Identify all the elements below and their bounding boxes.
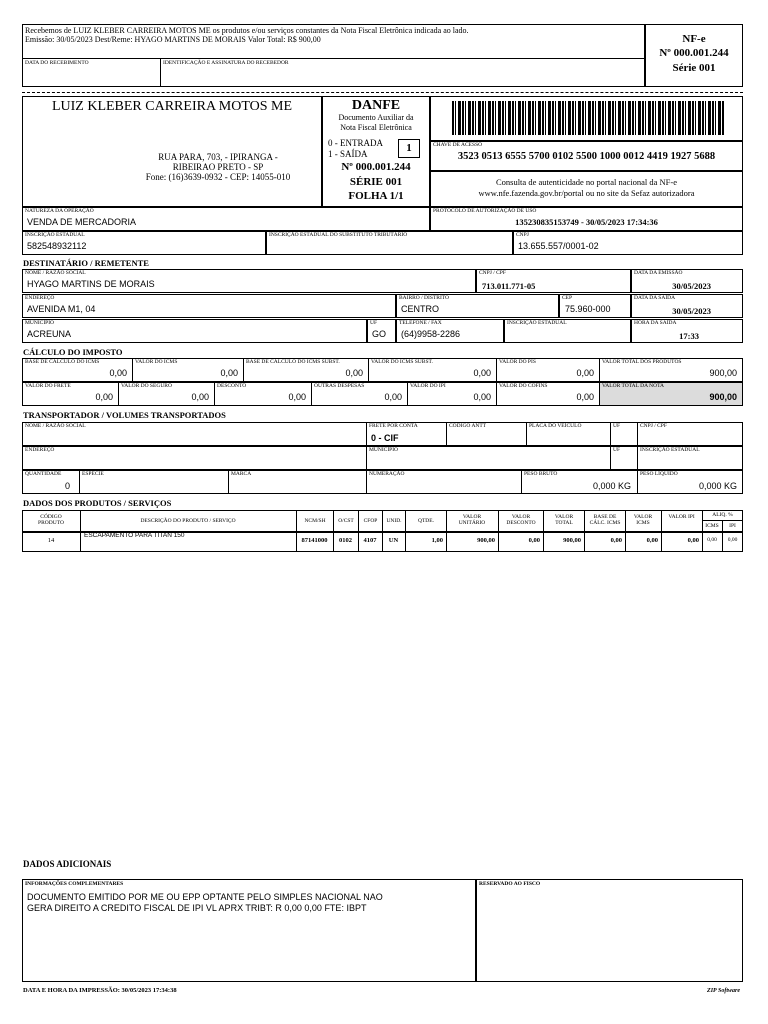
note-total-label: VALOR TOTAL DA NOTA — [602, 383, 665, 389]
brand-label: MARCA — [231, 471, 252, 477]
print-timestamp: DATA E HORA DA IMPRESSÃO: 30/05/2023 17:34:38 — [23, 987, 177, 994]
software-credit: ZIP Software — [707, 988, 740, 994]
net-weight-label: PESO LÍQUIDO — [640, 471, 678, 477]
recipient-name: HYAGO MARTINS DE MORAIS — [27, 279, 155, 289]
insurance-value: 0,00 — [191, 392, 209, 402]
cofins-value: 0,00 — [576, 392, 594, 402]
receipt-date-label: DATA DO RECEBIMENTO — [25, 60, 89, 66]
row-ipi: 0,00 — [687, 537, 699, 544]
danfe-sheet: FOLHA 1/1 — [348, 190, 404, 202]
row-icms: 0,00 — [646, 537, 658, 544]
bc-icms-label: BASE DE CÁLCULO DO ICMS — [25, 359, 100, 365]
issuer-phone: Fone: (16)3639-0932 - CEP: 14055-010 — [145, 172, 291, 182]
carrier-name-label: NOME / RAZÃO SOCIAL — [25, 423, 86, 429]
icms-st-label: VALOR DO ICMS SUBST. — [371, 359, 433, 365]
emission-label: DATA DA EMISSÃO — [634, 270, 683, 276]
danfe-series: SÉRIE 001 — [349, 176, 403, 188]
receipt-sign-label: IDENTIFICAÇÃO E ASSINATURA DO RECEBEDOR — [163, 60, 289, 66]
icms-st-value: 0,00 — [473, 368, 491, 378]
icms-value: 0,00 — [220, 368, 238, 378]
cofins-label: VALOR DO COFINS — [499, 383, 548, 389]
issuer-address-1: RUA PARA, 703, - IPIRANGA - — [158, 152, 278, 162]
th-code: CÓDIGO PRODUTO — [38, 514, 64, 527]
access-key-label: CHAVE DE ACESSO — [433, 142, 483, 148]
th-icms: VALOR ICMS — [633, 514, 653, 527]
gross-weight-label: PESO BRUTO — [524, 471, 558, 477]
row-ncm: 87141000 — [301, 537, 328, 544]
row-aliq-icms: 0,00 — [707, 537, 717, 543]
th-cst: O/CST — [338, 518, 354, 524]
row-qty: 1,00 — [431, 537, 443, 544]
recipient-cpf: 713.011.771-05 — [482, 281, 536, 291]
nature-label: NATUREZA DA OPERAÇÃO — [25, 208, 94, 214]
recipient-cpf-label: CNPJ / CPF — [479, 270, 506, 276]
nfe-title: NF-e — [682, 33, 706, 45]
th-aliq: ALIQ. % — [712, 512, 733, 518]
emission-value: 30/05/2023 — [672, 281, 711, 291]
ipi-value: 0,00 — [473, 392, 491, 402]
district-value: CENTRO — [401, 304, 439, 314]
row-discount: 0,00 — [528, 537, 540, 544]
tax-section-title: CÁLCULO DO IMPOSTO — [23, 347, 123, 357]
bc-st-label: BASE DE CÁLCULO DO ICMS SUBST. — [246, 359, 340, 365]
danfe-type-value: 1 — [406, 142, 412, 154]
carrier-ie-label: INSCRIÇÃO ESTADUAL — [640, 447, 700, 453]
issuer-name: LUIZ KLEBER CARREIRA MOTOS ME — [51, 99, 293, 114]
freight-label: VALOR DO FRETE — [25, 383, 71, 389]
insurance-label: VALOR DO SEGURO — [121, 383, 172, 389]
additional-info-line-2: GERA DIREITO A CREDITO FISCAL DE IPI VL APRX TRIBT: R 0,00 0,00 FTE: IBPT — [27, 903, 367, 913]
plate-label: PLACA DO VEÍCULO — [529, 423, 582, 429]
reserved-label: RESERVADO AO FISCO — [479, 881, 541, 887]
other-label: OUTRAS DESPESAS — [314, 383, 365, 389]
recipient-ie-label: INSCRIÇÃO ESTADUAL — [507, 320, 567, 326]
recipient-address: AVENIDA M1, 04 — [27, 304, 96, 314]
uf-label: UF — [370, 320, 378, 326]
th-ipi: VALOR IPI — [668, 514, 695, 520]
access-key: 3523 0513 6555 5700 0102 5500 1000 0012 4419 1927 5688 — [457, 151, 716, 162]
th-unit-value: VALOR UNITÁRIO — [458, 514, 486, 527]
consult-line-2: www.nfe.fazenda.gov.br/portal ou no site da Sefaz autorizadora — [478, 188, 695, 198]
th-aliq-icms: ICMS — [705, 523, 719, 529]
th-ncm: NCM/SH — [304, 518, 326, 524]
reserved-box — [476, 879, 743, 982]
carrier-cnpj-label: CNPJ / CPF — [640, 423, 667, 429]
additional-info-line-1: DOCUMENTO EMITIDO POR ME OU EPP OPTANTE PELO SIMPLES NACIONAL NAO — [27, 892, 383, 902]
recipient-section-title: DESTINATÁRIO / REMETENTE — [23, 258, 149, 268]
bc-st-value: 0,00 — [345, 368, 363, 378]
other-value: 0,00 — [384, 392, 402, 402]
uf-value: GO — [372, 329, 387, 339]
additional-section-title: DADOS ADICIONAIS — [23, 859, 112, 869]
carrier-city-label: MUNICÍPIO — [369, 447, 399, 453]
antt-label: CÓDIGO ANTT — [449, 423, 487, 429]
row-cst: 0102 — [339, 537, 352, 544]
protocol-label: PROTOCOLO DE AUTORIZAÇÃO DE USO — [433, 208, 537, 214]
carrier-address-label: ENDEREÇO — [25, 447, 55, 453]
products-total-label: VALOR TOTAL DOS PRODUTOS — [602, 359, 682, 365]
receipt-line-2: Emissão: 30/05/2023 Dest/Reme: HYAGO MARTINS DE MORAIS Valor Total: R$ 900,00 — [25, 35, 321, 44]
issuer-address-2: RIBEIRAO PRETO - SP — [172, 162, 264, 172]
quantity-label: QUANTIDADE — [25, 471, 62, 477]
cnpj-value: 13.655.557/0001-02 — [518, 241, 599, 251]
danfe-title: DANFE — [351, 98, 401, 113]
freight-value: 0,00 — [95, 392, 113, 402]
discount-value: 0,00 — [288, 392, 306, 402]
row-unit-value: 900,00 — [477, 537, 495, 544]
exit-time-value: 17:33 — [679, 331, 699, 341]
receipt-line-1: Recebemos de LUIZ KLEBER CARREIRA MOTOS ME os produtos e/ou serviços constantes da Nota Fiscal Eletrônica indicada ao lado. — [25, 26, 469, 35]
row-total: 900,00 — [563, 537, 581, 544]
row-bc-icms: 0,00 — [610, 537, 622, 544]
note-total-value: 900,00 — [709, 392, 737, 402]
nfe-series: Série 001 — [672, 62, 716, 74]
danfe-subtitle-2: Nota Fiscal Eletrônica — [340, 123, 412, 132]
recipient-address-label: ENDEREÇO — [25, 295, 55, 301]
pis-label: VALOR DO PIS — [499, 359, 536, 365]
ie-value: 582548932112 — [27, 241, 87, 251]
species-label: ESPÉCIE — [82, 471, 104, 477]
cut-line — [22, 92, 743, 93]
ie-st-label: INSCRIÇÃO ESTADUAL DO SUBSTITUTO TRIBUTÁRIO — [269, 232, 408, 238]
protocol-value: 135230835153749 - 30/05/2023 17:34:36 — [515, 217, 658, 227]
th-discount: VALOR DESCONTO — [506, 514, 536, 527]
th-unit: UNID. — [386, 518, 402, 524]
recipient-name-label: NOME / RAZÃO SOCIAL — [25, 270, 86, 276]
pis-value: 0,00 — [576, 368, 594, 378]
danfe-entrada: 0 - ENTRADA — [328, 138, 383, 148]
phone-value: (64)9958-2286 — [401, 329, 461, 339]
th-total: VALOR TOTAL — [554, 514, 574, 527]
exit-time-label: HORA DA SAÍDA — [634, 320, 677, 326]
products-section-title: DADOS DOS PRODUTOS / SERVIÇOS — [23, 498, 172, 508]
danfe-number: Nº 000.001.244 — [341, 161, 411, 173]
bc-icms-value: 0,00 — [109, 368, 127, 378]
district-label: BAIRRO / DISTRITO — [399, 295, 450, 301]
gross-weight-value: 0,000 KG — [592, 481, 631, 491]
row-cfop: 4107 — [363, 537, 377, 544]
cep-label: CEP — [562, 295, 573, 301]
city-box — [22, 319, 367, 343]
exit-date-value: 30/05/2023 — [672, 306, 711, 316]
row-code: 14 — [47, 537, 55, 544]
nfe-number: Nº 000.001.244 — [659, 47, 729, 59]
ipi-label: VALOR DO IPI — [410, 383, 446, 389]
transport-section-title: TRANSPORTADOR / VOLUMES TRANSPORTADOS — [23, 410, 226, 420]
th-aliq-ipi: IPI — [729, 523, 736, 529]
ie-label: INSCRIÇÃO ESTADUAL — [25, 232, 85, 238]
exit-date-label: DATA DA SAÍDA — [634, 295, 676, 301]
freight-mode-label: FRETE POR CONTA — [369, 423, 418, 429]
products-total-value: 900,00 — [709, 368, 737, 378]
row-aliq-ipi: 0,00 — [727, 537, 738, 543]
cep-value: 75.960-000 — [565, 304, 611, 314]
th-cfop: CFOP — [363, 518, 378, 524]
net-weight-value: 0,000 KG — [698, 481, 737, 491]
city-label: MUNICÍPIO — [25, 320, 55, 326]
danfe-saida: 1 - SAÍDA — [328, 149, 368, 159]
carrier-uf2-label: UF — [613, 447, 621, 453]
icms-label: VALOR DO ICMS — [135, 359, 178, 365]
discount-label: DESCONTO — [217, 383, 247, 389]
th-qty: QTDE. — [417, 518, 435, 524]
phone-label: TELEFONE / FAX — [399, 320, 442, 326]
consult-line-1: Consulta de autenticidade no portal nacional da NF-e — [495, 177, 678, 187]
cnpj-label: CNPJ — [516, 232, 529, 238]
quantity-value: 0 — [65, 481, 71, 491]
nature-value: VENDA DE MERCADORIA — [27, 217, 137, 227]
row-description: ESCAPAMENTO PARA TITAN 150 — [84, 532, 185, 539]
numbering-label: NUMERAÇÃO — [369, 471, 405, 477]
additional-info-label: INFORMAÇÕES COMPLEMENTARES — [25, 881, 124, 887]
danfe-subtitle-1: Documento Auxiliar da — [338, 113, 414, 122]
row-unit: UN — [388, 537, 399, 544]
city-value: ACREUNA — [27, 329, 72, 339]
carrier-uf-label: UF — [613, 423, 621, 429]
barcode — [452, 101, 724, 135]
th-description: DESCRIÇÃO DO PRODUTO / SERVIÇO — [140, 518, 236, 524]
th-bc-icms: BASE DE CÁLC. ICMS — [589, 514, 621, 527]
freight-mode-value: 0 - CIF — [371, 433, 399, 443]
